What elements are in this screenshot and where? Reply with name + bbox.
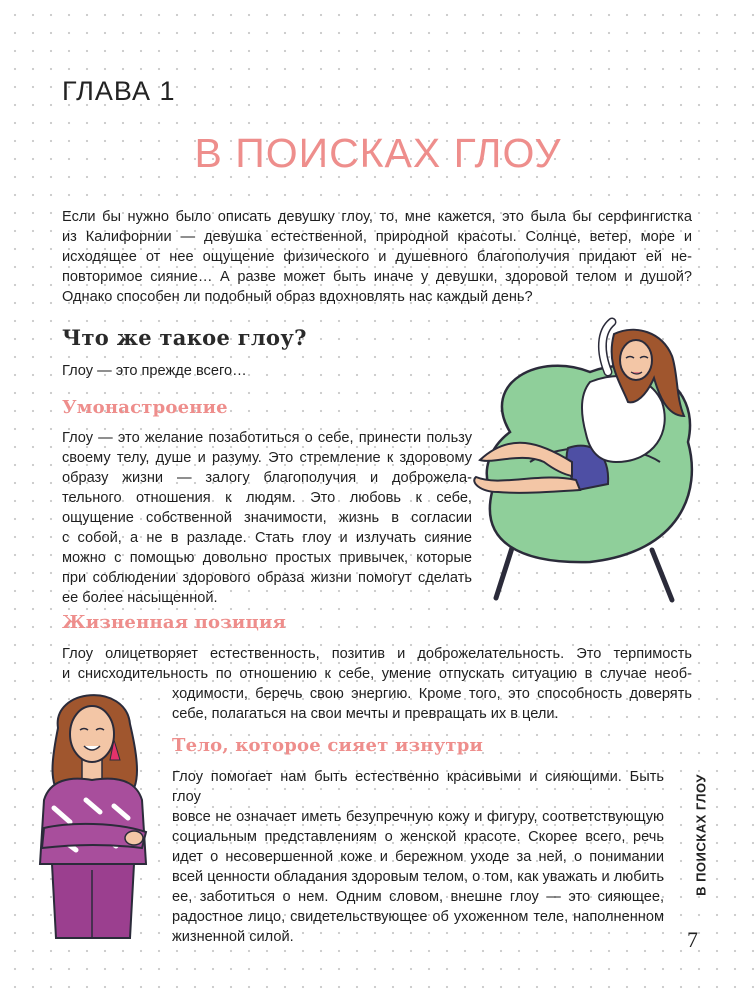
section-heading: Что же такое глоу? — [62, 325, 307, 350]
intro-last-line: Однако способен ли подобный образ вдохновлять нас каждый день? — [62, 289, 533, 305]
intro-paragraph — [62, 207, 692, 287]
subsection-heading-life-position: Жизненная позиция — [62, 612, 287, 633]
body-glow-line: ее, заботиться о нем. Одним словом, внешне глоу — это сияющее, — [172, 889, 664, 905]
intro-line: из Калифорнии — девушка естественной, природной красоты. Солнце, ветер, море и — [62, 229, 692, 245]
mindset-line: тельного отношения к людям. Это любовь к себе, — [62, 490, 472, 506]
chapter-title: В ПОИСКАХ ГЛОУ — [194, 130, 562, 176]
subsection-heading-mindset: Умонастроение — [62, 397, 228, 418]
intro-line: Если бы нужно было описать девушку глоу, то, мне кажется, это была бы серфингистка — [62, 209, 692, 225]
body-glow-line: жизненной силой. — [172, 929, 294, 945]
mindset-line: ощущение собственной значимости, жизнь в согласии — [62, 510, 472, 526]
mindset-paragraph — [62, 428, 472, 608]
section-lead: Глоу — это прежде всего… — [62, 363, 247, 379]
body-glow-line: всей ценности обладания здоровым телом, о том, как уважать и любить — [172, 869, 664, 885]
life-position-line: Глоу олицетворяет естественность, позитив и доброжелательность. Это терпимость — [62, 646, 692, 662]
woman-crossed-arms-illustration — [30, 688, 160, 940]
body-glow-line: радостное лицо, свидетельствующее об ухоженном теле, наполненном — [172, 909, 664, 925]
subsection-heading-body-glow: Тело, которое сияет изнутри — [172, 735, 484, 756]
mindset-line: с собой, а не в разладе. Стать глоу и излучать сияние — [62, 530, 472, 546]
page-number: 7 — [687, 927, 698, 952]
chapter-side-tab-label: В ПОИСКАХ ГЛОУ — [693, 774, 709, 896]
mindset-line: своему телу, душе и разуму. Это стремление к здоровому — [62, 450, 472, 466]
woman-armchair-illustration — [440, 312, 702, 612]
body-glow-line: вовсе не означает иметь безупречную кожу и фигуру, соответствующую — [172, 809, 664, 825]
intro-line: исходящее от нее ощущение физического и душевного благополучия придают ей не- — [62, 249, 692, 265]
mindset-line: при соблюдении здорового образа жизни помогут сделать — [62, 570, 472, 586]
life-position-line: себе, полагаться на свои мечты и превращать их в цели. — [172, 706, 559, 722]
body-glow-paragraph — [172, 767, 664, 947]
body-glow-line: Глоу помогает нам быть естественно красивыми и сияющими. Быть глоу — [172, 769, 664, 805]
life-position-line: и снисходительность по отношению к себе, умение отпускать ситуацию в случае необ- — [62, 666, 692, 682]
chapter-side-tab — [681, 770, 721, 900]
intro-line: повторимое сияние… А разве может быть иначе у девушки, здоровой телом и душой? — [62, 269, 692, 285]
chapter-label: ГЛАВА 1 — [62, 76, 176, 106]
mindset-line: ее более насыщенной. — [62, 590, 218, 606]
life-position-line: ходимости, беречь свою энергию. Кроме того, это способность доверять — [172, 686, 692, 702]
body-glow-line: социальным представлениям о женской красоте. Скорее всего, речь — [172, 829, 664, 845]
mindset-line: образу жизни — залогу благополучия и доброжела- — [62, 470, 472, 486]
mindset-line: можно с помощью довольно простых привычек, которые — [62, 550, 472, 566]
body-glow-line: идет о несовершенной коже и бережном уходе за ней, о понимании — [172, 849, 664, 865]
mindset-line: Глоу — это желание позаботиться о себе, принести пользу — [62, 430, 472, 446]
